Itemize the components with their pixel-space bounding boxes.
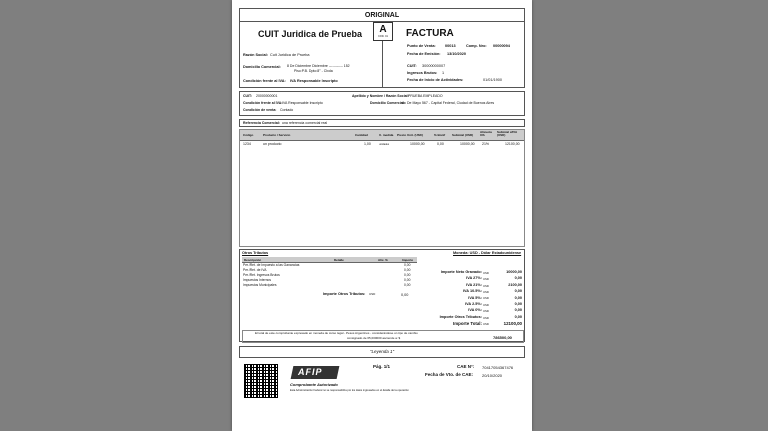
client-nombre-value: PRUEBA EMPLEADO [408, 94, 443, 98]
razon-social-value: Cuit Juridica de Prueba [270, 53, 310, 57]
legal-box [242, 330, 524, 343]
otros-tributos-title: Otros Tributos [242, 251, 269, 255]
tributo-desc: Per./Ret. Ingresos Brutos [243, 273, 280, 277]
punto-venta-value: 00013 [445, 44, 456, 48]
document-type: FACTURA [406, 28, 454, 39]
iibb-label: Ingresos Brutos: [407, 71, 438, 75]
total-currency: USD [483, 283, 489, 288]
legal-line2: consignado de 65,000000 asciende a: $ [347, 336, 401, 340]
col-producto: Producto / Servicio [263, 133, 291, 137]
tributo-importe: 0,00 [404, 268, 411, 272]
header-center-divider [382, 39, 383, 88]
referencia-label: Referencia Comercial: [243, 121, 280, 125]
tributo-importe: 0,00 [404, 263, 411, 267]
otros-tributos-total-currency: USD [369, 292, 376, 296]
total-value: 2100,00 [508, 282, 522, 287]
domicilio-line1: 8 De Diciembre Diciembre ------------ 152 [287, 64, 350, 68]
total-label: Importe Total: [453, 321, 482, 327]
item-alicuota: 21% [482, 142, 490, 146]
tributo-importe: 0,00 [404, 278, 411, 282]
total-row [420, 308, 524, 314]
legal-amount: 786500,00 [493, 335, 512, 340]
total-currency: USD [483, 315, 489, 320]
tributo-row [242, 283, 417, 288]
total-currency: USD [483, 309, 489, 314]
total-value: 0,00 [514, 295, 522, 300]
table-row [240, 142, 524, 148]
item-total: 12100,00 [505, 142, 520, 146]
tributo-desc: Impuestos Internos [243, 278, 272, 282]
iibb-value: 1 [442, 71, 445, 75]
trib-col-alic: Alíc. % [378, 258, 388, 262]
otros-tributos-total-value: 0,00 [401, 293, 409, 297]
total-row [420, 283, 524, 289]
total-row [420, 302, 524, 308]
cae-label: CAE N°: [457, 364, 475, 369]
item-producto: un producto [263, 142, 282, 146]
trib-col-desc: Descripción [244, 258, 262, 262]
otros-tributos-total-label: Importe Otros Tributos: [323, 292, 366, 296]
invoice-letter: A [379, 24, 387, 35]
client-iva-label: Condición frente al IVA: [243, 101, 283, 105]
total-label: IVA 27%: [466, 276, 482, 281]
col-bonif: % Bonif [434, 133, 446, 137]
total-currency: USD [483, 277, 489, 282]
total-value: 0,00 [514, 308, 522, 313]
trib-col-importe: Importe [402, 258, 414, 262]
total-label: Importe Neto Gravado: [440, 270, 482, 274]
condicion-iva-label: Condición frente al IVA: [243, 79, 286, 83]
moneda-label: Moneda: USD - Dólar Estadounidense [453, 251, 522, 255]
comp-nro-label: Comp. Nro: [466, 44, 487, 48]
domicilio-line2: Piso:P.B. Dpto:8° - Clxda [294, 69, 333, 73]
client-nombre-label: Apellido y Nombre / Razón Social: [352, 94, 409, 98]
referencia-box [239, 119, 525, 127]
total-label: IVA 5%: [468, 295, 482, 300]
header-box [239, 8, 525, 88]
tributo-importe: 0,00 [404, 283, 411, 287]
client-domicilio-label: Domicilio Comercial: [370, 101, 405, 105]
fecha-emision-label: Fecha de Emisión: [407, 52, 441, 56]
total-value: 10000,00 [506, 270, 522, 274]
items-table [239, 129, 525, 247]
qr-code [244, 364, 278, 398]
col-medida: U. medida [379, 133, 394, 137]
client-box [239, 91, 525, 116]
letter-box [373, 22, 393, 41]
condicion-iva-value: IVA Responsable Inscripto [290, 79, 338, 83]
tributo-desc: Impuestos Municipales [243, 283, 277, 287]
razon-social-label: Razón Social: [243, 53, 268, 57]
leyenda-box [239, 346, 525, 358]
inicio-actividades-value: 01/01/1900 [483, 78, 503, 82]
items-header-row [240, 130, 524, 141]
total-row [420, 321, 524, 327]
cae-vto-label: Fecha de Vto. de CAE: [425, 372, 474, 377]
domicilio-label: Domicilio Comercial: [243, 65, 281, 69]
cuit-emisor-label: CUIT: [407, 64, 417, 68]
client-venta-label: Condición de venta: [243, 108, 277, 112]
comprobante-autorizado: Comprobante Autorizado [290, 382, 338, 387]
total-currency: USD [483, 270, 489, 275]
trib-col-detalle: Detalle [334, 258, 344, 262]
col-subtotal: Subtotal (USD) [452, 133, 474, 137]
col-cantidad: Cantidad [355, 133, 368, 137]
total-value: 0,00 [514, 314, 522, 319]
total-label: IVA 2.5%: [465, 302, 482, 306]
total-row [420, 315, 524, 321]
col-codigo: Código [243, 133, 254, 137]
total-value: 0,00 [514, 276, 522, 281]
client-venta-value: Contado [280, 108, 294, 112]
invoice-letter-code: COD. 01 [378, 35, 388, 38]
original-label: ORIGINAL [364, 12, 400, 19]
total-label: IVA 0%: [468, 308, 482, 313]
total-currency: USD [483, 302, 489, 307]
afip-logo-text: AFIP [298, 367, 323, 377]
invoice-page [232, 0, 532, 431]
company-name: CUIT Juridica de Prueba [258, 29, 363, 39]
client-cuit-label: CUIT: [243, 94, 252, 98]
inicio-actividades-label: Fecha de Inicio de Actividades: [407, 78, 464, 82]
cuit-emisor-value: 30000000007 [422, 64, 446, 68]
punto-venta-label: Punto de Venta: [407, 44, 436, 48]
total-currency: USD [483, 289, 489, 294]
client-iva-value: IVA Responsable Inscripto [282, 101, 323, 105]
comp-nro-value: 00000094 [493, 44, 510, 48]
total-row [420, 296, 524, 302]
fecha-emision-value: 13/10/2020 [447, 52, 467, 56]
tributo-importe: 0,00 [404, 273, 411, 277]
tributo-desc: Per./Ret. de Impuesto a las Ganancias [243, 263, 300, 267]
total-row [420, 270, 524, 276]
total-row [420, 289, 524, 295]
client-cuit-value: 20000000001 [256, 94, 278, 98]
col-alicuota: Alícuota IVA [480, 129, 492, 137]
item-subtotal: 10000,00 [460, 142, 475, 146]
cae-vto-value: 20/10/2020 [482, 373, 503, 378]
total-value: 12100,00 [503, 321, 522, 327]
total-label: IVA 10.5%: [463, 289, 482, 294]
item-medida: unidades [379, 142, 390, 146]
item-cantidad: 1,00 [364, 142, 371, 146]
item-precio: 10000,00 [410, 142, 425, 146]
legal-line1: El total de este comprobante expresado en moneda de curso legal - Pesos Argentinos - considerándose un tipo de cambio [255, 331, 418, 335]
item-bonif: 0,00 [437, 142, 444, 146]
tributo-desc: Per./Ret. de IVA [243, 268, 267, 272]
footer-disclaimer: Esta Administración Federal no se responsabiliza por los datos ingresados en el detalle de la operación [290, 389, 409, 392]
col-precio: Precio Unit. (USD) [397, 133, 423, 137]
total-currency: USD [483, 296, 489, 301]
total-value: 0,00 [514, 289, 522, 294]
totals-box [239, 249, 525, 342]
leyenda-text: "Leyenda 1" [369, 349, 395, 354]
total-label: Importe Otros Tributos: [439, 314, 482, 319]
total-label: IVA 21%: [466, 282, 482, 287]
page-number: Pág. 1/1 [373, 364, 391, 369]
cae-value: 70417054367476 [482, 365, 514, 370]
total-currency: USD [483, 321, 489, 326]
client-domicilio-value: Av De Mayo 567 - Capital Federal, Ciudad de Buenos Aires [402, 101, 495, 105]
item-codigo: 1234 [243, 142, 251, 146]
total-row [420, 276, 524, 282]
col-total: Subtotal c/IVA (USD) [497, 129, 518, 137]
referencia-value: una referencia comercial real [282, 121, 328, 125]
total-value: 0,00 [514, 302, 522, 306]
